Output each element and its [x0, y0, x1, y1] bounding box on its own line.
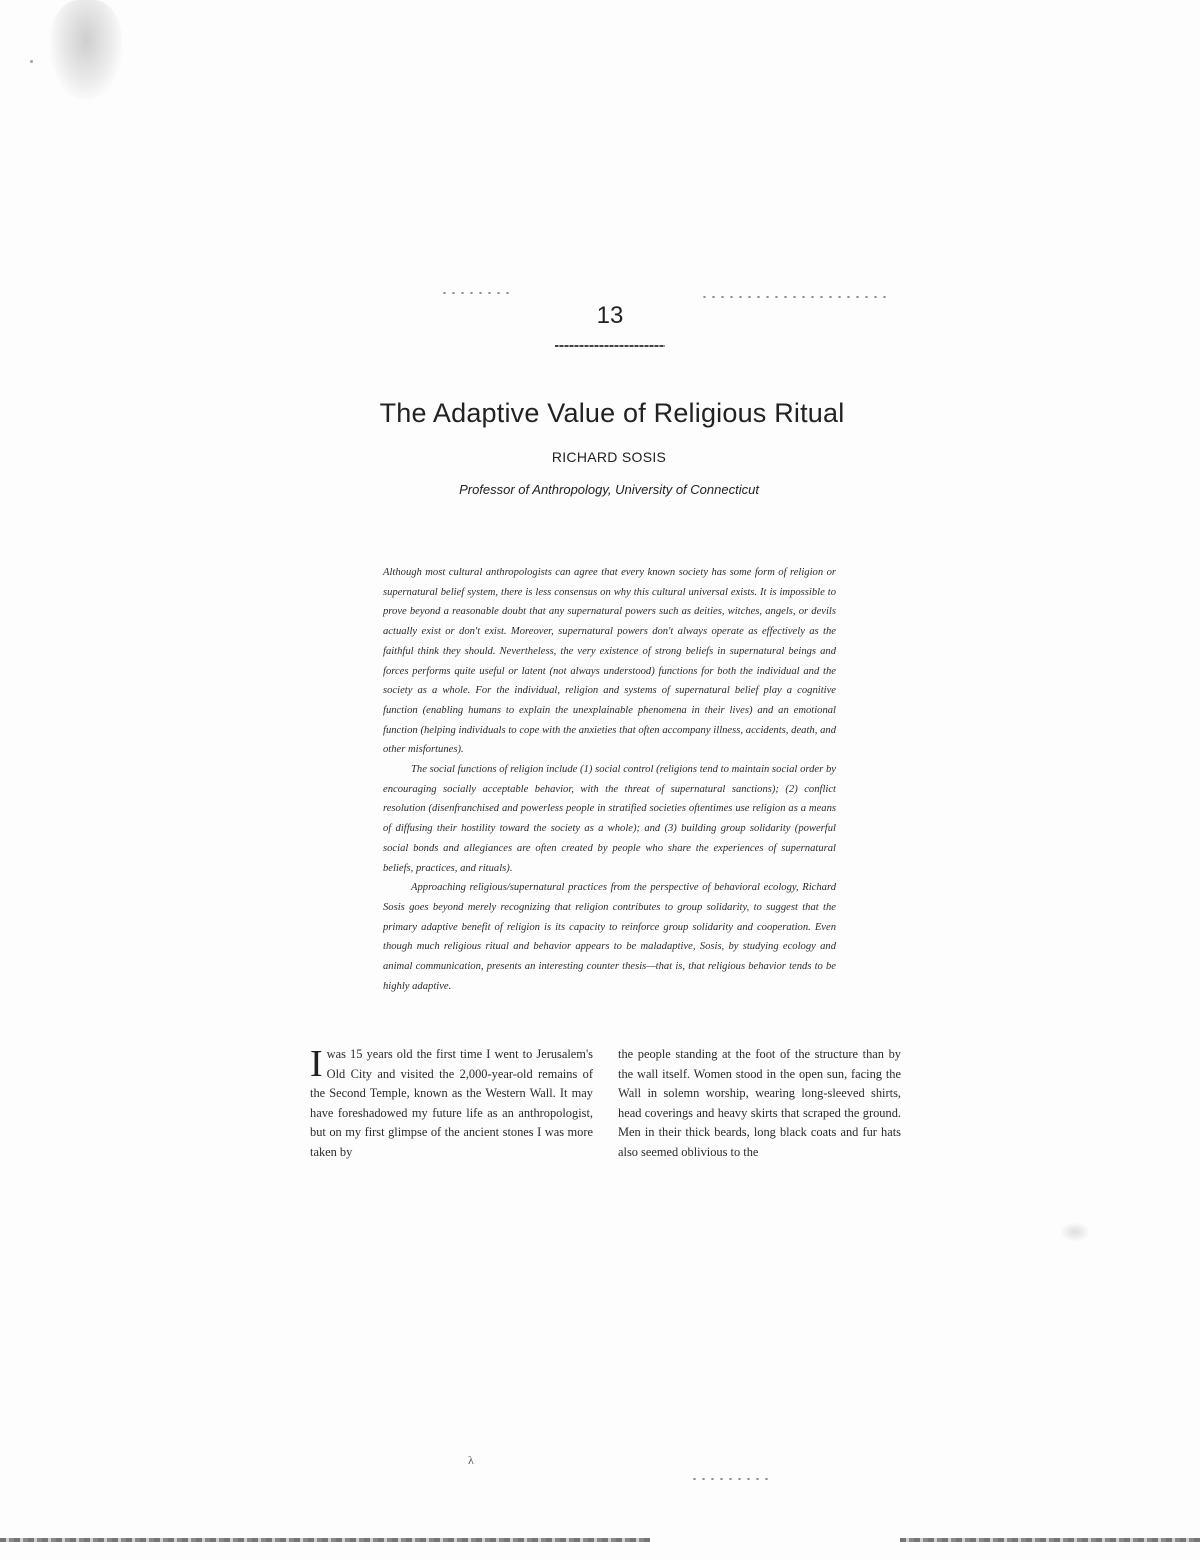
scan-bottom-edge-left: [0, 1538, 650, 1542]
author-affiliation: Professor of Anthropology, University of Connecticut: [459, 482, 759, 497]
scan-dotted-line-right: [700, 296, 890, 298]
chapter-number: 13: [596, 302, 624, 329]
intro-paragraph: Although most cultural anthropologists can agree that every known society has some form of religion or supernatural belief system, there is less consensus on why this cultural universal exists. It is impossible to prove beyond a reasonable doubt that any supernatural powers such as deities, witches, angels, or devils actually exist or don't exist. Moreover, supernatural powers don't always operate as effectively as the faithful think they should. Nevertheless, the very existence of strong beliefs in supernatural beings and forces performs quite useful or latent (not always understood) functions for both the individual and the society as a whole. For the individual, religion and systems of supernatural belief play a cognitive function (enabling humans to explain the unexplainable phenomena in their lives) and an emotional function (helping individuals to cope with the anxieties that often accompany illness, accidents, death, and other misfortunes).: [383, 567, 836, 756]
body-text-left: was 15 years old the first time I went to Jerusalem's Old City and visited the 2,000-year-old remains of the Second Temple, known as the Western Wall. It may have foreshadowed my future life as an anthropologist, but on my first glimpse of the ancient stones I was more taken by: [310, 1047, 593, 1159]
scanner-smudge: [50, 0, 122, 100]
author-name: RICHARD SOSIS: [551, 449, 667, 465]
body-text-right: the people standing at the foot of the structure than by the wall itself. Women stood in the open sun, facing the Wall in solemn worship, wearing long-sleeved shirts, head coverings and heavy skirts that scraped the ground. Men in their thick beards, long black coats and fur hats also seemed oblivious to the: [618, 1047, 901, 1159]
scan-bottom-edge-right: [900, 1538, 1200, 1542]
scanner-smudge-right: [1060, 1222, 1090, 1242]
page-mark: λ: [468, 1453, 474, 1467]
intro-paragraph: Approaching religious/supernatural practices from the perspective of behavioral ecology, Richard Sosis goes beyond merely recognizing that religion contributes to group solidarity, to suggest that the primary adaptive benefit of religion is its capacity to reinforce group solidarity and cooperation. Even though much religious ritual and behavior appears to be maladaptive, Sosis, by studying ecology and animal communication, presents an interesting counter thesis—that is, that religious behavior tends to be highly adaptive.: [383, 882, 836, 992]
scan-dotted-line-lower: [690, 1478, 770, 1480]
scanner-speck: [30, 60, 33, 63]
chapter-introduction: [383, 563, 836, 996]
drop-cap: I: [310, 1043, 323, 1085]
chapter-title: The Adaptive Value of Religious Ritual: [379, 398, 845, 428]
chapter-rule: [555, 345, 665, 347]
body-column-left: [310, 1045, 593, 1163]
scan-dotted-line-left: [440, 292, 510, 294]
body-paragraph-left: [310, 1045, 593, 1163]
body-column-right: [618, 1045, 901, 1163]
intro-paragraph: The social functions of religion include (1) social control (religions tend to maintain social order by encouraging socially acceptable behavior, with the threat of supernatural sanctions); (2) conflict resolution (disenfranchised and powerless people in stratified societies oftentimes use religion as a means of diffusing their hostility toward the society as a whole); and (3) building group solidarity (powerful social bonds and allegiances are often created by people who share the experiences of supernatural beliefs, practices, and rituals).: [383, 764, 836, 874]
